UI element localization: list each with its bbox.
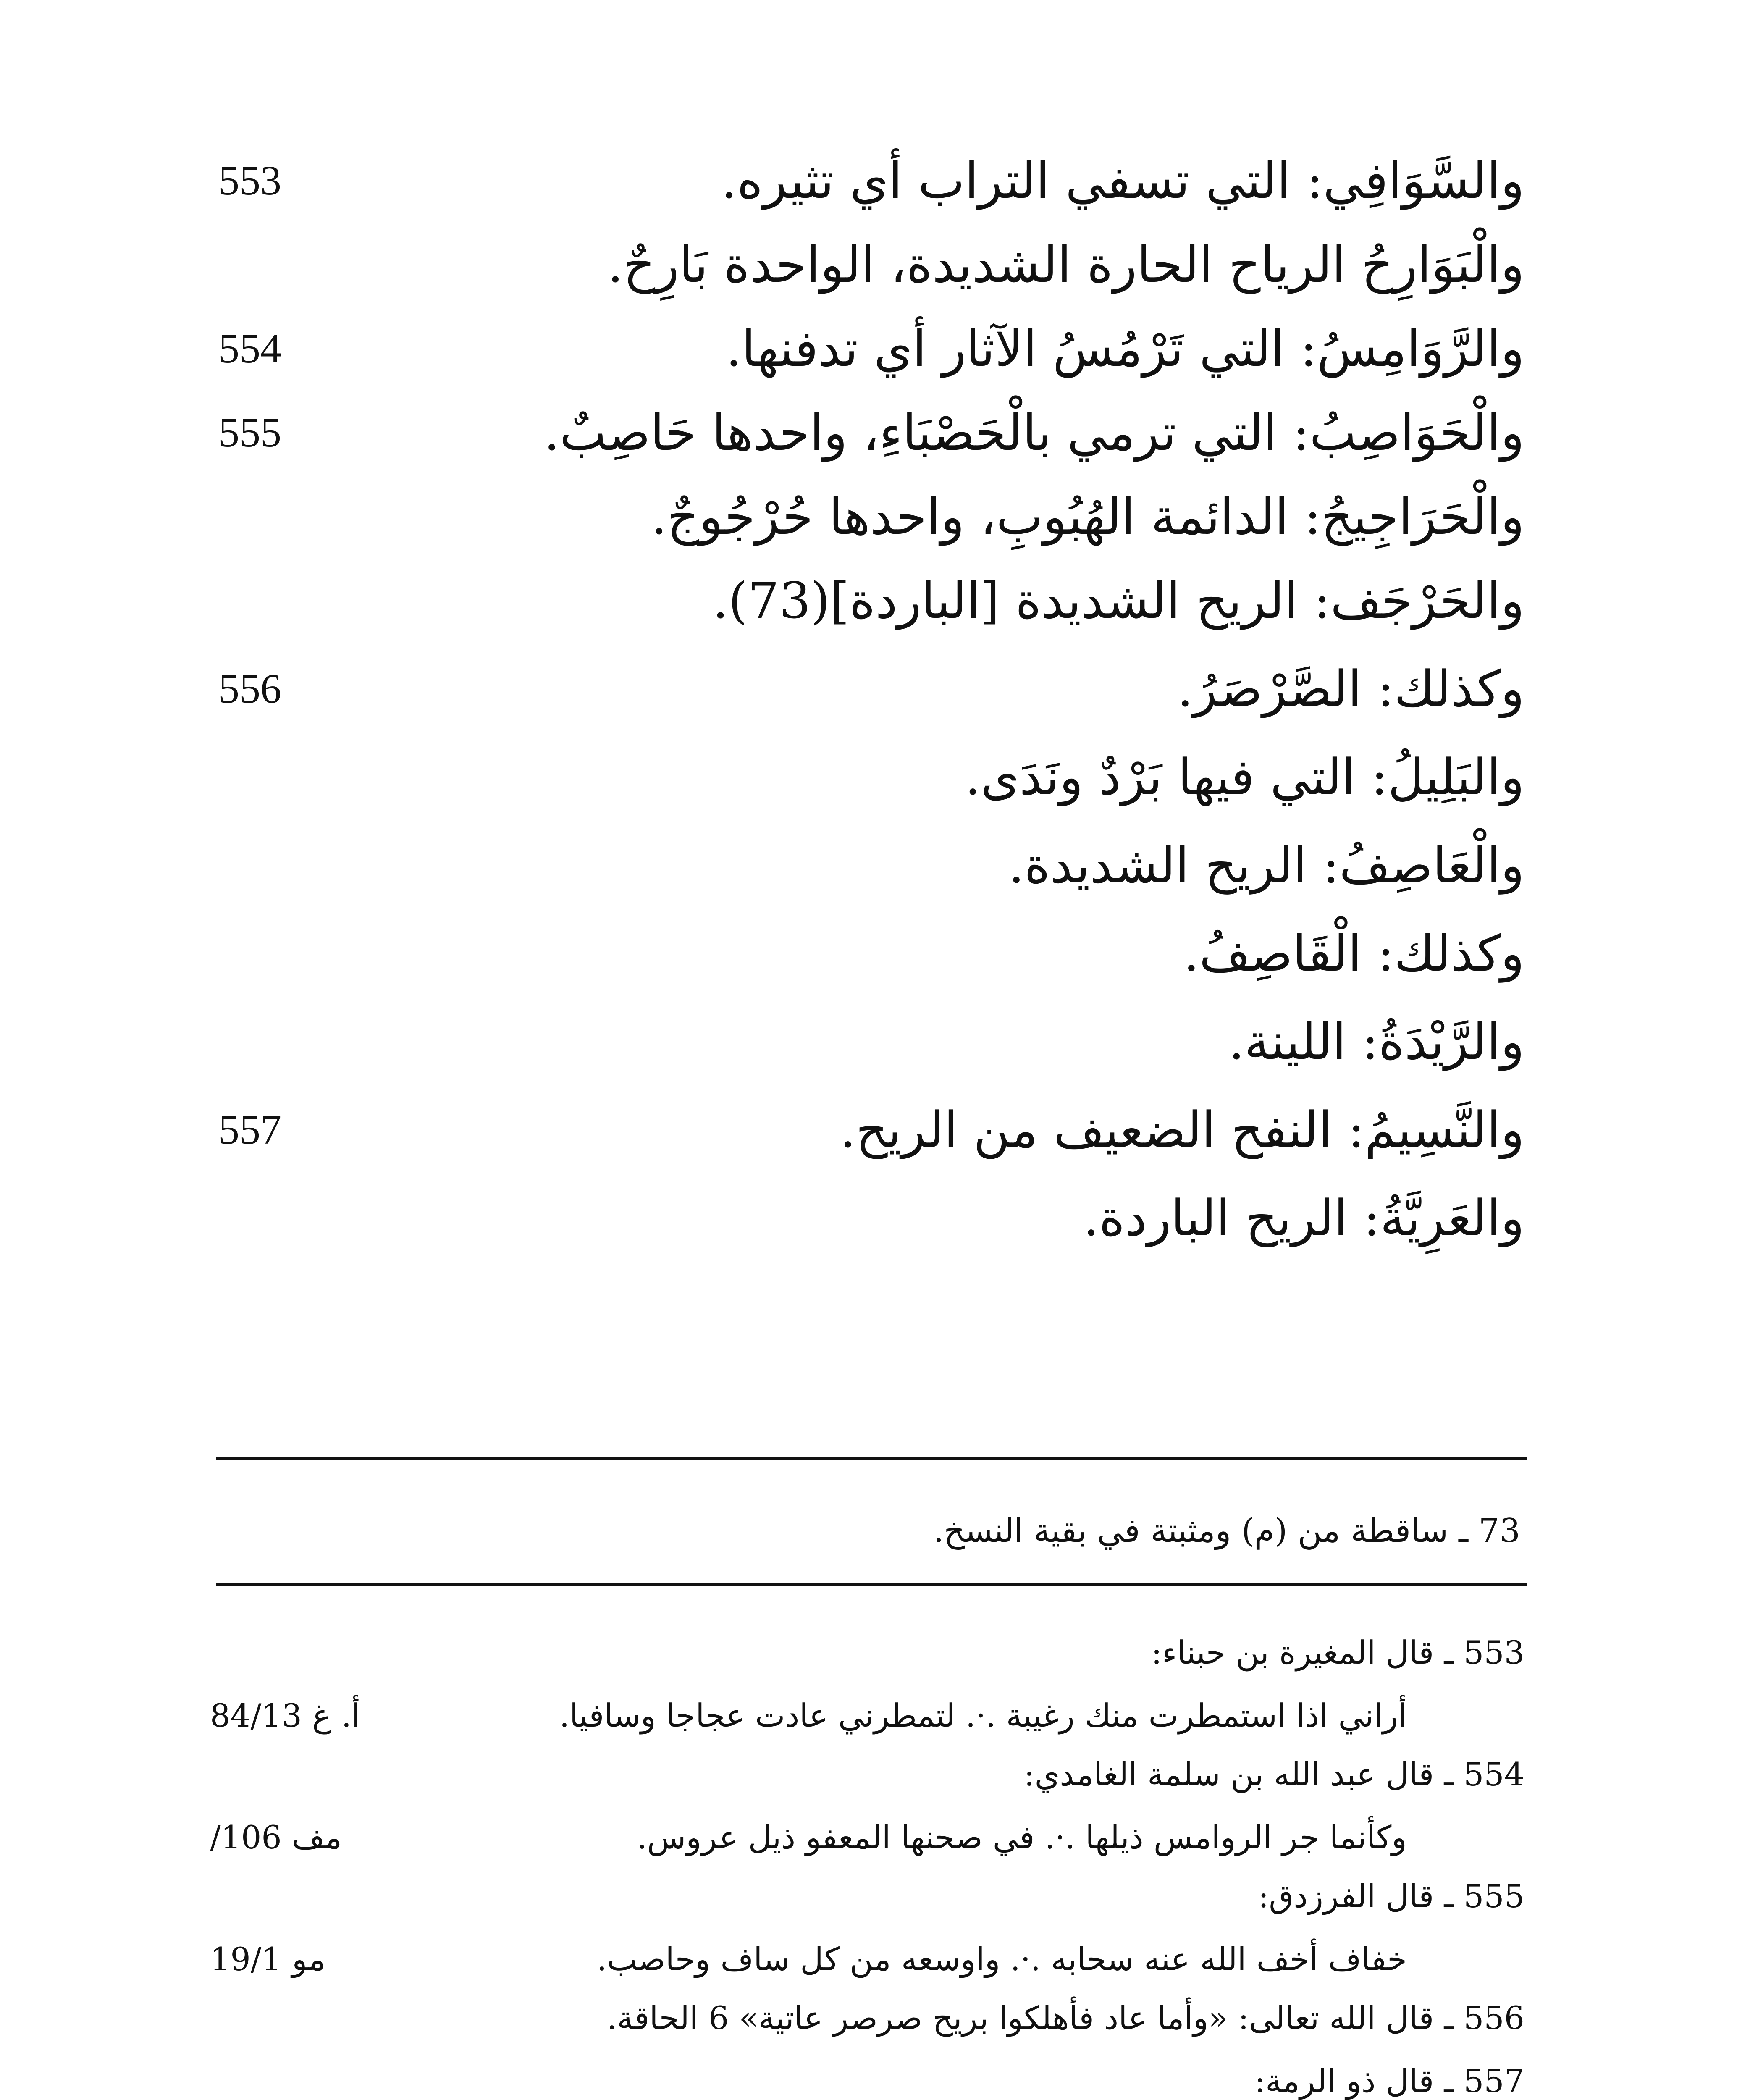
entry-line: والعَرِيَّةُ: الريح الباردة.: [1083, 1189, 1524, 1247]
footnote-verse: أراني اذا استمطرت منك رغيبة .·. لتمطرني عادت عجاجا وسافيا.: [559, 1697, 1407, 1734]
entry-ref: 556: [218, 665, 281, 712]
footnote-citation: مو 19/1: [210, 1940, 325, 1978]
entry-line: والرَّيْدَةُ: اللينة.: [1228, 1013, 1524, 1071]
entry-ref: 554: [218, 325, 281, 372]
entry-line: والنَّسِيمُ: النفح الضعيف من الريح.: [840, 1101, 1524, 1159]
entry-ref: 555: [218, 409, 281, 456]
entry-line: والْبَوَارِحُ الرياح الحارة الشديدة، الواحدة بَارِحٌ.: [607, 236, 1524, 294]
footnote-citation: مف 106/: [210, 1819, 342, 1856]
entry-line: والسَّوَافِي: التي تسفي التراب أي تثيره.: [721, 152, 1524, 210]
footnote-head: 554 ـ قال عبد الله بن سلمة الغامدي:: [1024, 1756, 1524, 1793]
footnote-head: 553 ـ قال المغيرة بن حبناء:: [1151, 1634, 1524, 1671]
entry-line: وكذلك: الصَّرْصَرُ.: [1177, 660, 1524, 718]
separator-rule: [216, 1583, 1527, 1586]
entry-ref: 557: [218, 1106, 281, 1153]
footnote-verse: وكأنما جر الروامس ذيلها .·. في صحنها المعفو ذيل عروس.: [637, 1819, 1407, 1856]
entry-line: والْعَاصِفُ: الريح الشديدة.: [1008, 836, 1524, 894]
entry-line: والْحَوَاصِبُ: التي ترمي بالْحَصْبَاءِ، واحدها حَاصِبٌ.: [544, 404, 1524, 462]
footnote-verse-row: [210, 1806, 1524, 1869]
footnote-head: 555 ـ قال الفرزدق:: [1258, 1877, 1524, 1915]
entry-line: والبَلِيلُ: التي فيها بَرْدٌ ونَدَى.: [965, 748, 1524, 806]
entry-line: والرَّوَامِسُ: التي تَرْمُسُ الآثار أي تدفنها.: [726, 320, 1524, 378]
footnote-head: 556 ـ قال الله تعالى: «وأما عاد فأهلكوا بريح صرصر عاتية» 6 الحاقة.: [607, 1999, 1524, 2037]
entry-line: والْحَرَاجِيجُ: الدائمة الهُبُوبِ، واحدها حُرْجُوجٌ.: [651, 488, 1524, 546]
footnote-verse-row: [210, 1928, 1524, 1991]
footnote-verse: خفاف أخف الله عنه سحابه .·. واوسعه من كل ساف وحاصب.: [597, 1940, 1407, 1978]
editor-footnote: 73 ـ ساقطة من (م) ومثبتة في بقية النسخ.: [933, 1512, 1520, 1550]
entry-line: والحَرْجَف: الريح الشديدة [الباردة](73).: [712, 572, 1524, 630]
entry-ref: 553: [218, 157, 281, 204]
entry-line: وكذلك: الْقَاصِفُ.: [1183, 924, 1524, 982]
footnote-head: 557 ـ قال ذو الرمة:: [1254, 2062, 1524, 2100]
footnote-citation: أ. غ 84/13: [210, 1697, 360, 1734]
footnote-verse-row: [210, 1684, 1524, 1747]
separator-rule: [216, 1457, 1527, 1460]
